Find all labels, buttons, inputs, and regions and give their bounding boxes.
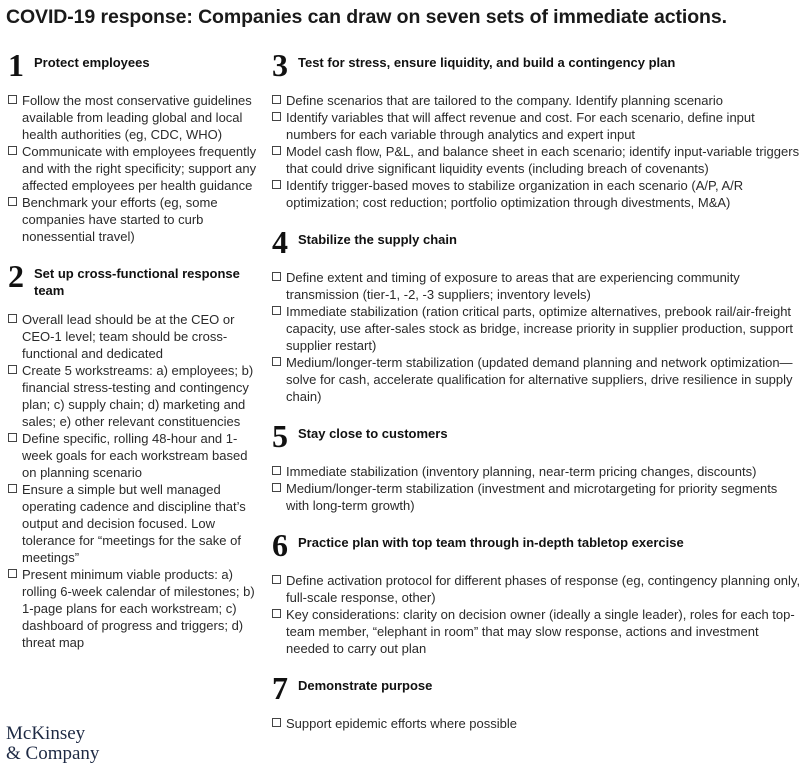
left-column: [8, 47, 258, 667]
section-2: [8, 258, 258, 651]
checklist-item-text: Identify variables that will affect revenue and cost. For each scenario, define input numbers for each variable through analytics and expert input: [286, 110, 755, 142]
checklist-item-text: Present minimum viable products: a) rolling 6-week calendar of milestones; b) 1-page plans for each workstream; c) dashboard of progress and triggers; d) threat map: [22, 567, 255, 650]
checkbox-icon[interactable]: [272, 718, 281, 727]
checklist-item-text: Immediate stabilization (inventory planning, near-term pricing changes, discounts): [286, 464, 757, 479]
checklist-item-text: Medium/longer-term stabilization (updated demand planning and network optimization—solve for cash, accelerate qualification for alternative suppliers, drive resilience in supply chain): [286, 355, 793, 404]
checkbox-icon[interactable]: [8, 569, 17, 578]
checkbox-icon[interactable]: [8, 95, 17, 104]
checklist-item-text: Identify trigger-based moves to stabilize organization in each scenario (A/P, A/R optimization; cost reduction; portfolio optimization through divestments, M&A): [286, 178, 744, 210]
section-number: 4: [272, 224, 288, 260]
section-number: 7: [272, 670, 288, 706]
checkbox-icon[interactable]: [272, 180, 281, 189]
section-title: Set up cross-functional response team: [34, 266, 240, 298]
checklist-item-text: Create 5 workstreams: a) employees; b) financial stress-testing and contingency plan; c) supply chain; d) marketing and sales; e) other relevant constituencies: [22, 363, 254, 429]
checkbox-icon[interactable]: [272, 483, 281, 492]
section-title: Practice plan with top team through in-depth tabletop exercise: [298, 535, 684, 550]
checklist-item-text: Key considerations: clarity on decision owner (ideally a single leader), roles for each top-team member, “elephant in room” that may slow response, actions and investment needed to carry out plan: [286, 607, 795, 656]
checklist-item-text: Benchmark your efforts (eg, some companies have started to curb nonessential travel): [22, 195, 218, 244]
section-3: [272, 47, 802, 211]
checklist-item-text: Communicate with employees frequently and with the right specificity; support any affected employees per health guidance: [22, 144, 257, 193]
checkbox-icon[interactable]: [272, 575, 281, 584]
right-column: [272, 47, 802, 748]
checklist-item: [272, 177, 802, 211]
checklist-item-text: Support epidemic efforts where possible: [286, 716, 517, 731]
checklist-item: [272, 354, 802, 405]
checklist-item: [272, 303, 802, 354]
checklist-item: [8, 481, 258, 566]
checklist-item: [272, 109, 802, 143]
section-title: Stay close to customers: [298, 426, 448, 441]
section-title: Stabilize the supply chain: [298, 232, 457, 247]
section-number: 1: [8, 47, 24, 83]
checklist-item: [272, 269, 802, 303]
checklist-item: [272, 572, 802, 606]
section-header: [8, 47, 258, 83]
checkbox-icon[interactable]: [8, 365, 17, 374]
checklist-item-text: Ensure a simple but well managed operating cadence and discipline that’s output and decision focused. Low tolerance for “meetings for the sake of meetings”: [22, 482, 246, 565]
checklist-item: [8, 194, 258, 245]
checklist-item-text: Define extent and timing of exposure to areas that are experiencing community transmission (tier-1, -2, -3 suppliers; inventory levels): [286, 270, 740, 302]
mckinsey-logo: [6, 724, 99, 764]
checklist-item-text: Define scenarios that are tailored to the company. Identify planning scenario: [286, 93, 723, 108]
checklist-item: [272, 143, 802, 177]
section-title: Test for stress, ensure liquidity, and build a contingency plan: [298, 55, 676, 70]
section-1: [8, 47, 258, 245]
checklist-item: [272, 463, 802, 480]
section-header: [272, 527, 802, 563]
checkbox-icon[interactable]: [8, 314, 17, 323]
checklist-item-text: Medium/longer-term stabilization (investment and microtargeting for priority segments with long-term growth): [286, 481, 778, 513]
logo-line-2: & Company: [6, 743, 100, 764]
checklist-item-text: Define activation protocol for different phases of response (eg, contingency planning only, full-scale response, other): [286, 573, 801, 605]
checklist-item-text: Overall lead should be at the CEO or CEO-1 level; team should be cross-functional and dedicated: [22, 312, 235, 361]
checkbox-icon[interactable]: [272, 112, 281, 121]
checklist-item: [8, 430, 258, 481]
section-header: [8, 258, 258, 299]
checklist-item: [8, 311, 258, 362]
checkbox-icon[interactable]: [272, 466, 281, 475]
section-4: [272, 224, 802, 405]
checklist-item: [8, 92, 258, 143]
section-title: Demonstrate purpose: [298, 678, 433, 693]
section-header: [272, 418, 802, 454]
checkbox-icon[interactable]: [8, 146, 17, 155]
checklist-item-text: Model cash flow, P&L, and balance sheet in each scenario; identify input-variable triggers that could drive significant liquidity events (including breach of covenants): [286, 144, 800, 176]
section-number: 2: [8, 258, 24, 294]
checklist-item: [8, 143, 258, 194]
section-6: [272, 527, 802, 657]
section-header: [272, 47, 802, 83]
checkbox-icon[interactable]: [272, 146, 281, 155]
checklist-item-text: Follow the most conservative guidelines available from leading global and local health authorities (eg, CDC, WHO): [22, 93, 252, 142]
section-number: 5: [272, 418, 288, 454]
checklist-item: [272, 480, 802, 514]
checklist-item: [272, 92, 802, 109]
section-7: [272, 670, 802, 732]
checkbox-icon[interactable]: [8, 197, 17, 206]
checklist-item: [272, 715, 802, 732]
checkbox-icon[interactable]: [272, 357, 281, 366]
checkbox-icon[interactable]: [8, 484, 17, 493]
page-title: COVID-19 response: Companies can draw on seven sets of immediate actions.: [6, 6, 727, 28]
checkbox-icon[interactable]: [272, 609, 281, 618]
checkbox-icon[interactable]: [272, 95, 281, 104]
section-header: [272, 224, 802, 260]
section-number: 3: [272, 47, 288, 83]
checklist-item: [8, 566, 258, 651]
checklist-item: [8, 362, 258, 430]
checklist-item: [272, 606, 802, 657]
checkbox-icon[interactable]: [8, 433, 17, 442]
section-5: [272, 418, 802, 514]
section-number: 6: [272, 527, 288, 563]
checklist-item-text: Immediate stabilization (ration critical parts, optimize alternatives, prebook rail/air-freight capacity, use after-sales stock as bridge, increase priority in supplier production, support supplier restart): [286, 304, 794, 353]
checklist-item-text: Define specific, rolling 48-hour and 1-week goals for each workstream based on planning scenario: [22, 431, 248, 480]
checkbox-icon[interactable]: [272, 272, 281, 281]
section-header: [272, 670, 802, 706]
logo-line-1: McKinsey: [6, 723, 86, 744]
checkbox-icon[interactable]: [272, 306, 281, 315]
section-title: Protect employees: [34, 55, 150, 70]
